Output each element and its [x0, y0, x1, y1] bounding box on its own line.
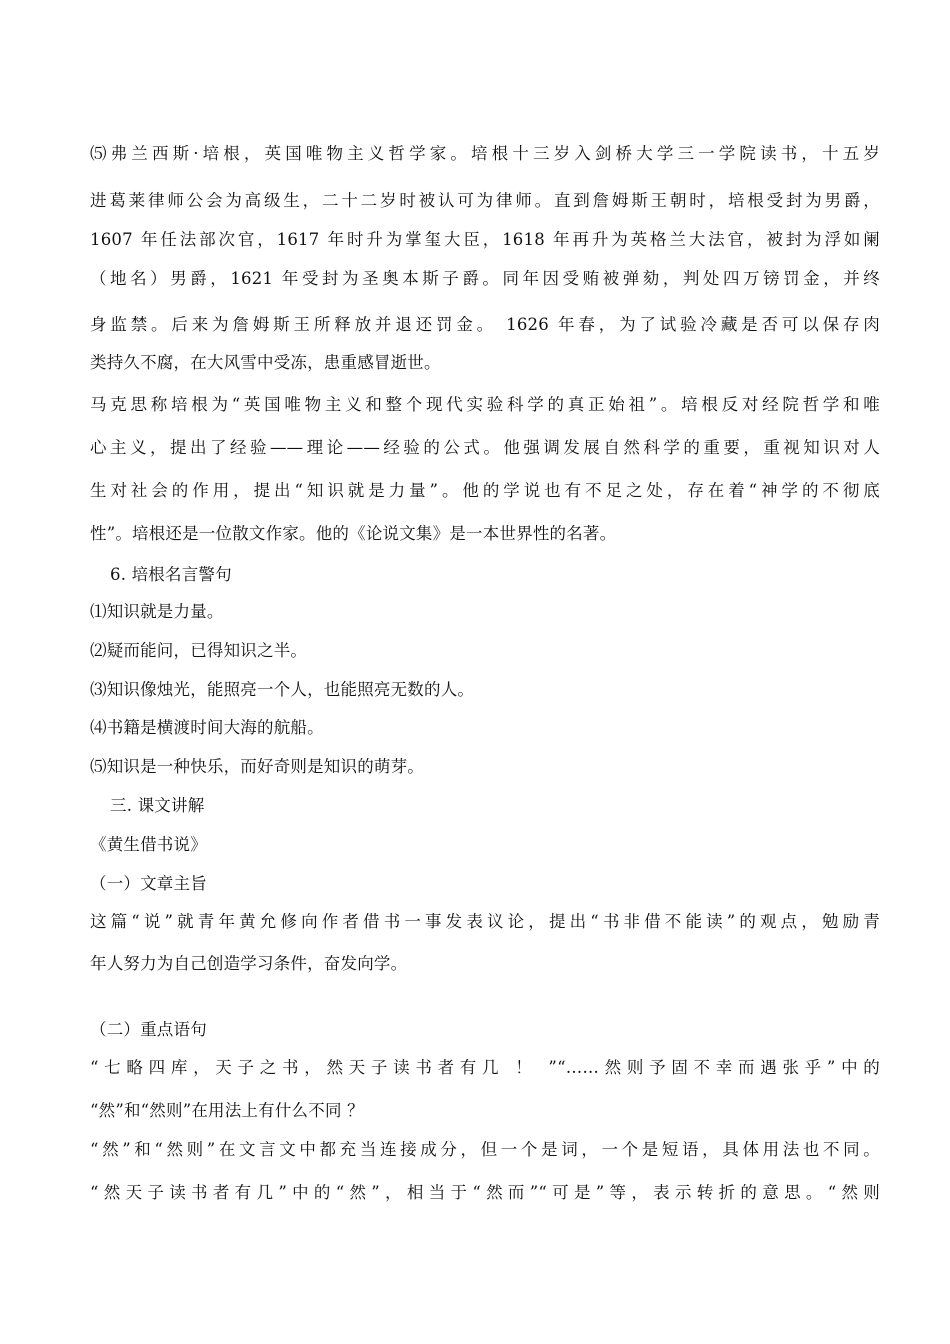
key-line-4: “然天子读书者有几”中的“然”，相当于“然而”“可是”等，表示转折的意思。“然则 — [90, 1183, 880, 1202]
section5-line-3: 1607 年任法部次官，1617 年时升为掌玺大臣，1618 年再升为英格兰大法官，被封为浮如阑 — [90, 230, 880, 249]
marx-line-3: 生对社会的作用，提出“知识就是力量”。他的学说也有不足之处，存在着“神学的不彻底 — [90, 481, 880, 500]
key-line-1: “七略四库，天子之书，然天子读书者有几 ！ ”“……然则予固不幸而遇张乎”中的 — [90, 1058, 880, 1077]
theme-line-2: 年人努力为自己创造学习条件，奋发向学。 — [90, 954, 408, 973]
lesson-title: 《黄生借书说》 — [90, 835, 207, 854]
section5-line-4: （地名）男爵，1621 年受封为圣奥本斯子爵。同年因受贿被弹劾，判处四万镑罚金，并终 — [90, 269, 880, 288]
key-line-3: “然”和“然则”在文言文中都充当连接成分，但一个是词，一个是短语，具体用法也不同。 — [90, 1140, 880, 1159]
marx-line-2: 心主义，提出了经验——理论——经验的公式。他强调发展自然科学的重要，重视知识对人 — [90, 438, 880, 457]
section5-line-5: 身监禁。后来为詹姆斯王所释放并退还罚金。 1626 年春，为了试验冷藏是否可以保存肉 — [90, 315, 880, 334]
quote-item-3: ⑶知识像烛光，能照亮一个人，也能照亮无数的人。 — [90, 680, 475, 699]
key-line-2: “然”和“然则”在用法上有什么不同 ？ — [90, 1101, 364, 1120]
quote-item-4: ⑷书籍是横渡时间大海的航船。 — [90, 718, 324, 737]
marx-line-4: 性”。培根还是一位散文作家。他的《论说文集》是一本世界性的名著。 — [90, 524, 617, 543]
theme-heading: （一）文章主旨 — [90, 874, 207, 893]
section5-line-6: 类持久不腐，在大风雪中受冻，患重感冒逝世。 — [90, 353, 441, 372]
key-heading: （二）重点语句 — [90, 1020, 207, 1039]
quote-item-5: ⑸知识是一种快乐，而好奇则是知识的萌芽。 — [90, 757, 424, 776]
quote-item-2: ⑵疑而能问，已得知识之半。 — [90, 641, 308, 660]
marx-line-1: 马克思称培根为“英国唯物主义和整个现代实验科学的真正始祖”。培根反对经院哲学和唯 — [90, 395, 880, 414]
section5-line-1: ⑸弗兰西斯·培根，英国唯物主义哲学家。培根十三岁入剑桥大学三一学院读书，十五岁 — [90, 144, 880, 163]
quotes-heading: 6. 培根名言警句 — [110, 565, 232, 584]
lesson-heading: 三. 课文讲解 — [110, 796, 205, 815]
theme-line-1: 这篇“说”就青年黄允修向作者借书一事发表议论，提出“书非借不能读”的观点，勉励青 — [90, 912, 880, 931]
section5-line-2: 进葛莱律师公会为高级生，二十二岁时被认可为律师。直到詹姆斯王朝时，培根受封为男爵， — [90, 191, 880, 210]
quote-item-1: ⑴知识就是力量。 — [90, 602, 224, 621]
